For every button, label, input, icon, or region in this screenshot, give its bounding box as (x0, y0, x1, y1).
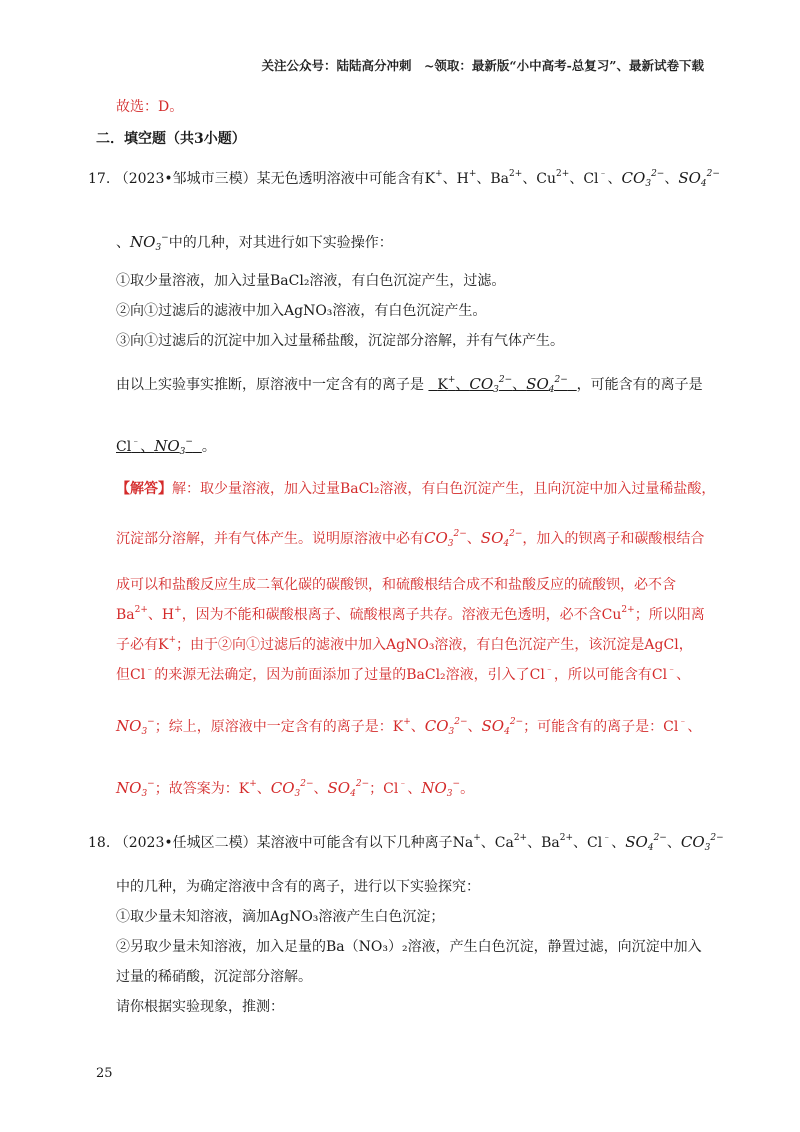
q17-analysis-line3: 成可以和盐酸反应生成二氧化碳的碳酸钡，和硫酸根结合成不和盐酸反应的硫酸钡，必不含 (116, 577, 676, 593)
q17-step3: ③向①过滤后的沉淀中加入过量稀盐酸，沉淀部分溶解，并有气体产生。 (116, 333, 564, 349)
q17-analysis-line5: 子必有K+；由于②向①过滤后的滤液中加入AgNO₃溶液，有白色沉淀产生，该沉淀是AgCl， (116, 635, 693, 653)
q18-stem-line1: 18. （2023•任城区二模）某溶液中可能含有以下几种离子Na+、$Ca^{2+}$、$Ba^{2+}$、Cl﹣、$SO_4^{2-}$、$CO_3^{2-}$ (88, 833, 724, 853)
q17-step2: ②向①过滤后的滤液中加入AgNO₃溶液，有白色沉淀产生。 (116, 303, 487, 319)
q18-step2-cont: 过量的稀硝酸，沉淀部分溶解。 (116, 969, 312, 985)
ion-so4: $SO_4^{2-}$ (678, 169, 720, 189)
q17-answer-blank2: Cl﹣、$NO_3^-$ 。 (116, 437, 216, 457)
q18-prompt: 请你根据实验现象，推测： (116, 999, 284, 1015)
section-title: 二．填空题（共3小题） (96, 131, 246, 147)
q17-analysis-line8: $NO_3^-$；故答案为：K+、$CO_3^{2-}$、$SO_4^{2-}$；Cl﹣、$NO_3^-$。 (116, 779, 475, 799)
q18-stem-line2: 中的几种，为确定溶液中含有的离子，进行以下实验探究： (116, 879, 480, 895)
q17-analysis-line1: 【解答】解：取少量溶液，加入过量BaCl₂溶液，有白色沉淀产生，且向沉淀中加入过量稀盐酸， (116, 481, 716, 497)
q18-source: （2023•任城区二模） (114, 835, 257, 851)
q17-step1: ①取少量溶液，加入过量BaCl₂溶液，有白色沉淀产生，过滤。 (116, 273, 506, 289)
q18-step2: ②另取少量未知溶液，加入足量的Ba（NO₃）₂溶液，产生白色沉淀，静置过滤，向沉淀中加入 (116, 939, 702, 955)
q17-number: 17. (88, 171, 111, 187)
q17-answer-blank1: K+、$CO_3^{2-}$、$SO_4^{2-}$ (437, 375, 568, 395)
q17-analysis-line4: $Ba^{2+}$、H+，因为不能和碳酸根离子、硫酸根离子共存。溶液无色透明，必不含$Cu^{2+}$；所以阳离 (116, 605, 705, 623)
q17-analysis-line2: 沉淀部分溶解，并有气体产生。说明原溶液中必有$CO_3^{2-}$、$SO_4^{2-}$，加入的钡离子和碳酸根结合 (116, 529, 705, 549)
q17-stem-line2: 、$NO_3^-$中的几种，对其进行如下实验操作： (116, 233, 393, 253)
q18-number: 18. (88, 835, 111, 851)
q17-conclusion: 由以上实验事实推断，原溶液中一定含有的离子是 K+、$CO_3^{2-}$、$SO_4^{2-}$ ，可能含有的离子是 (116, 375, 703, 395)
page-header: 关注公众号：陆陆高分冲刺 ~领取：最新版“小中高考-总复习”、最新试卷下载 (261, 58, 704, 73)
q17-stem-line1: 17. （2023•邹城市三模）某无色透明溶液中可能含有K+、H+、$Ba^{2+}$、$Cu^{2+}$、Cl﹣、$CO_3^{2-}$、$SO_4^{2-}$ (88, 169, 720, 189)
page-number: 25 (96, 1066, 113, 1081)
q17-analysis-line7: $NO_3^-$；综上，原溶液中一定含有的离子是：K+、$CO_3^{2-}$、$SO_4^{2-}$；可能含有的离子是：Cl﹣、 (116, 717, 702, 737)
previous-answer: 故选：D。 (116, 99, 184, 115)
q17-analysis-line6: 但Cl﹣的来源无法确定，因为前面添加了过量的BaCl₂溶液，引入了Cl﹣，所以可能含有Cl﹣、 (116, 665, 691, 683)
q17-source: （2023•邹城市三模） (114, 171, 257, 187)
ion-no3: $NO_3^-$ (130, 233, 169, 253)
ion-co3: $CO_3^{2-}$ (621, 169, 665, 189)
q18-step1: ①取少量未知溶液，滴加AgNO₃溶液产生白色沉淀； (116, 909, 445, 925)
